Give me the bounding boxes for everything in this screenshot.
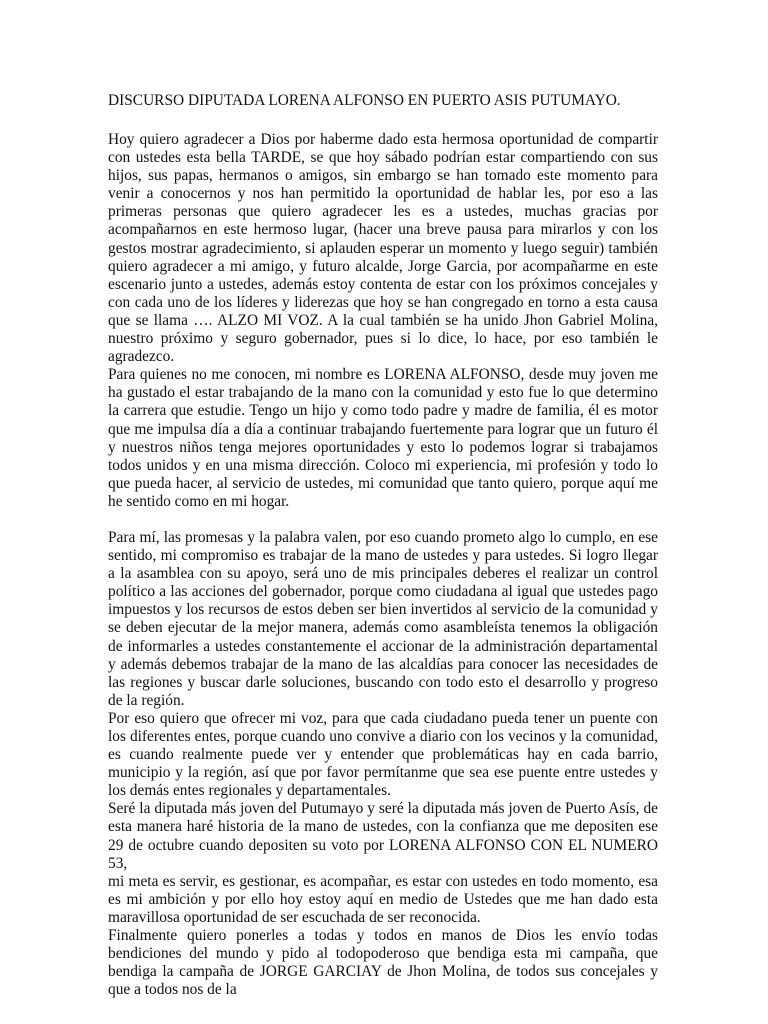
paragraph-introduction: Para quienes no me conocen, mi nombre es LORENA ALFONSO, desde muy joven me ha gustado el estar trabajando de la mano con la comunidad y esto fue lo que determino la carrera que estudie. Tengo un hijo y como todo padre y madre de familia, él es motor que me impulsa día a día a continuar trabajando fuertemente para lograr que un futuro él y nuestros niños tenga mejores oportunidades y esto lo podemos lograr si trabajamos todos unidos y en una misma dirección. Coloco mi experiencia, mi profesión y todo lo que pueda hacer, al servicio de ustedes, mi comunidad que tanto quiero, porque aquí me he sentido como en mi hogar. xyxy=(108,366,658,510)
paragraph-closing: Finalmente quiero ponerles a todas y todos en manos de Dios les envío todas bendiciones del mundo y pido al todopoderoso que bendiga esta mi campaña, que bendiga la campaña de JORGE GARCIAY de Jhon Molina, de todos sus concejales y que a todos nos de la xyxy=(108,927,658,999)
paragraph-voice: Por eso quiero que ofrecer mi voz, para que cada ciudadano pueda tener un puente con los diferentes entes, porque cuando uno convive a diario con los vecinos y la comunidad, es cuando realmente puede ver y entender que problemáticas hay en cada barrio, municipio y la región, así que por favor permítanme que sea ese puente entre ustedes y los demás entes regionales y departamentales. xyxy=(108,709,658,800)
document-title: DISCURSO DIPUTADA LORENA ALFONSO EN PUERTO ASIS PUTUMAYO. xyxy=(108,92,621,109)
paragraph-goal: mi meta es servir, es gestionar, es acompañar, es estar con ustedes en todo momento, esa es mi ambición y por ello hoy estoy aquí en medio de Ustedes que me han dado esta maravillosa oportunidad de ser escuchada de ser reconocida. xyxy=(108,872,658,926)
paragraph-youngest-deputy: Seré la diputada más joven del Putumayo y seré la diputada más joven de Puerto Asís, de esta manera haré historia de la mano de ustedes, con la confianza que me depositen ese 29 de octubre cuando depositen su voto por LORENA ALFONSO CON EL NUMERO 53, xyxy=(108,800,658,872)
paragraph-spacer xyxy=(108,511,658,529)
paragraph-commitment: Para mí, las promesas y la palabra valen, por eso cuando prometo algo lo cumplo, en ese sentido, mi compromiso es trabajar de la mano de ustedes y para ustedes. Si logro llegar a la asamblea con su apoyo, será uno de mis principales deberes el realizar un control político a las acciones del gobernador, porque como ciudadana al igual que ustedes pago impuestos y los recursos de estos deben ser bien invertidos al servicio de la comunidad y se deben ejecutar de la mejor manera, además como asambleísta tenemos la obligación de informarles a ustedes constantemente el accionar de la administración departamental y además debemos trabajar de la mano de las alcaldías para conocer las necesidades de las regiones y buscar darle soluciones, buscando con todo esto el desarrollo y progreso de la región. xyxy=(108,528,658,709)
paragraph-gratitude: Hoy quiero agradecer a Dios por haberme dado esta hermosa oportunidad de compartir con ustedes esta bella TARDE, se que hoy sábado podrían estar compartiendo con sus hijos, sus papas, hermanos o amigos, sin embargo se han tomado este momento para venir a conocernos y nos han permitido la oportunidad de hablar les, por eso a las primeras personas que quiero agradecer les es a ustedes, muchas gracias por acompañarnos en este hermoso lugar, (hacer una breve pausa para mirarlos y con los gestos mostrar agradecimiento, si aplauden esperar un momento y luego seguir) también quiero agradecer a mi amigo, y futuro alcalde, Jorge Garcia, por acompañarme en este escenario junto a ustedes, además estoy contenta de estar con los próximos concejales y con cada uno de los líderes y liderezas que hoy se han congregado en torno a esta causa que se llama …. ALZO MI VOZ. A la cual también se ha unido Jhon Gabriel Molina, nuestro próximo y seguro gobernador, pues si lo dice, lo hace, por eso también le agradezco. xyxy=(108,131,658,366)
